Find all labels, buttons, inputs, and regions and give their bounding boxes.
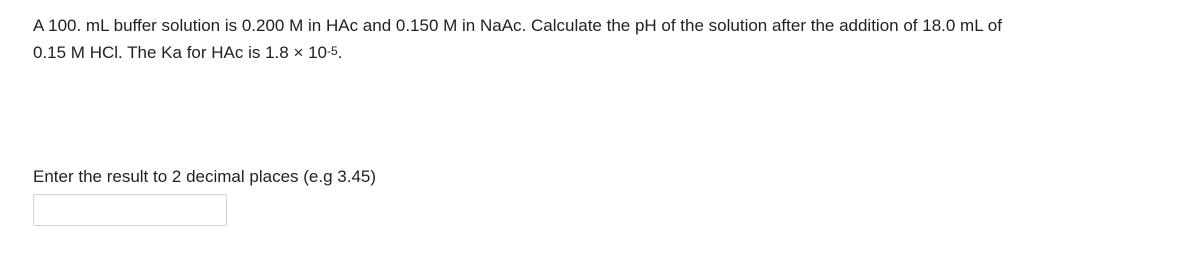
ka-exponent: -5 (327, 44, 338, 58)
question-text (33, 12, 1183, 66)
answer-instruction: Enter the result to 2 decimal places (e.g 3.45) (33, 167, 377, 186)
question-line-2: 0.15 M HCl. The Ka for HAc is 1.8 × 10 (33, 43, 328, 62)
answer-input[interactable] (33, 194, 227, 226)
question-line-1: A 100. mL buffer solution is 0.200 M in HAc and 0.150 M in NaAc. Calculate the pH of the solution after the addition of 18.0 mL of (33, 16, 1002, 35)
question-line-2-end: . (337, 43, 343, 62)
